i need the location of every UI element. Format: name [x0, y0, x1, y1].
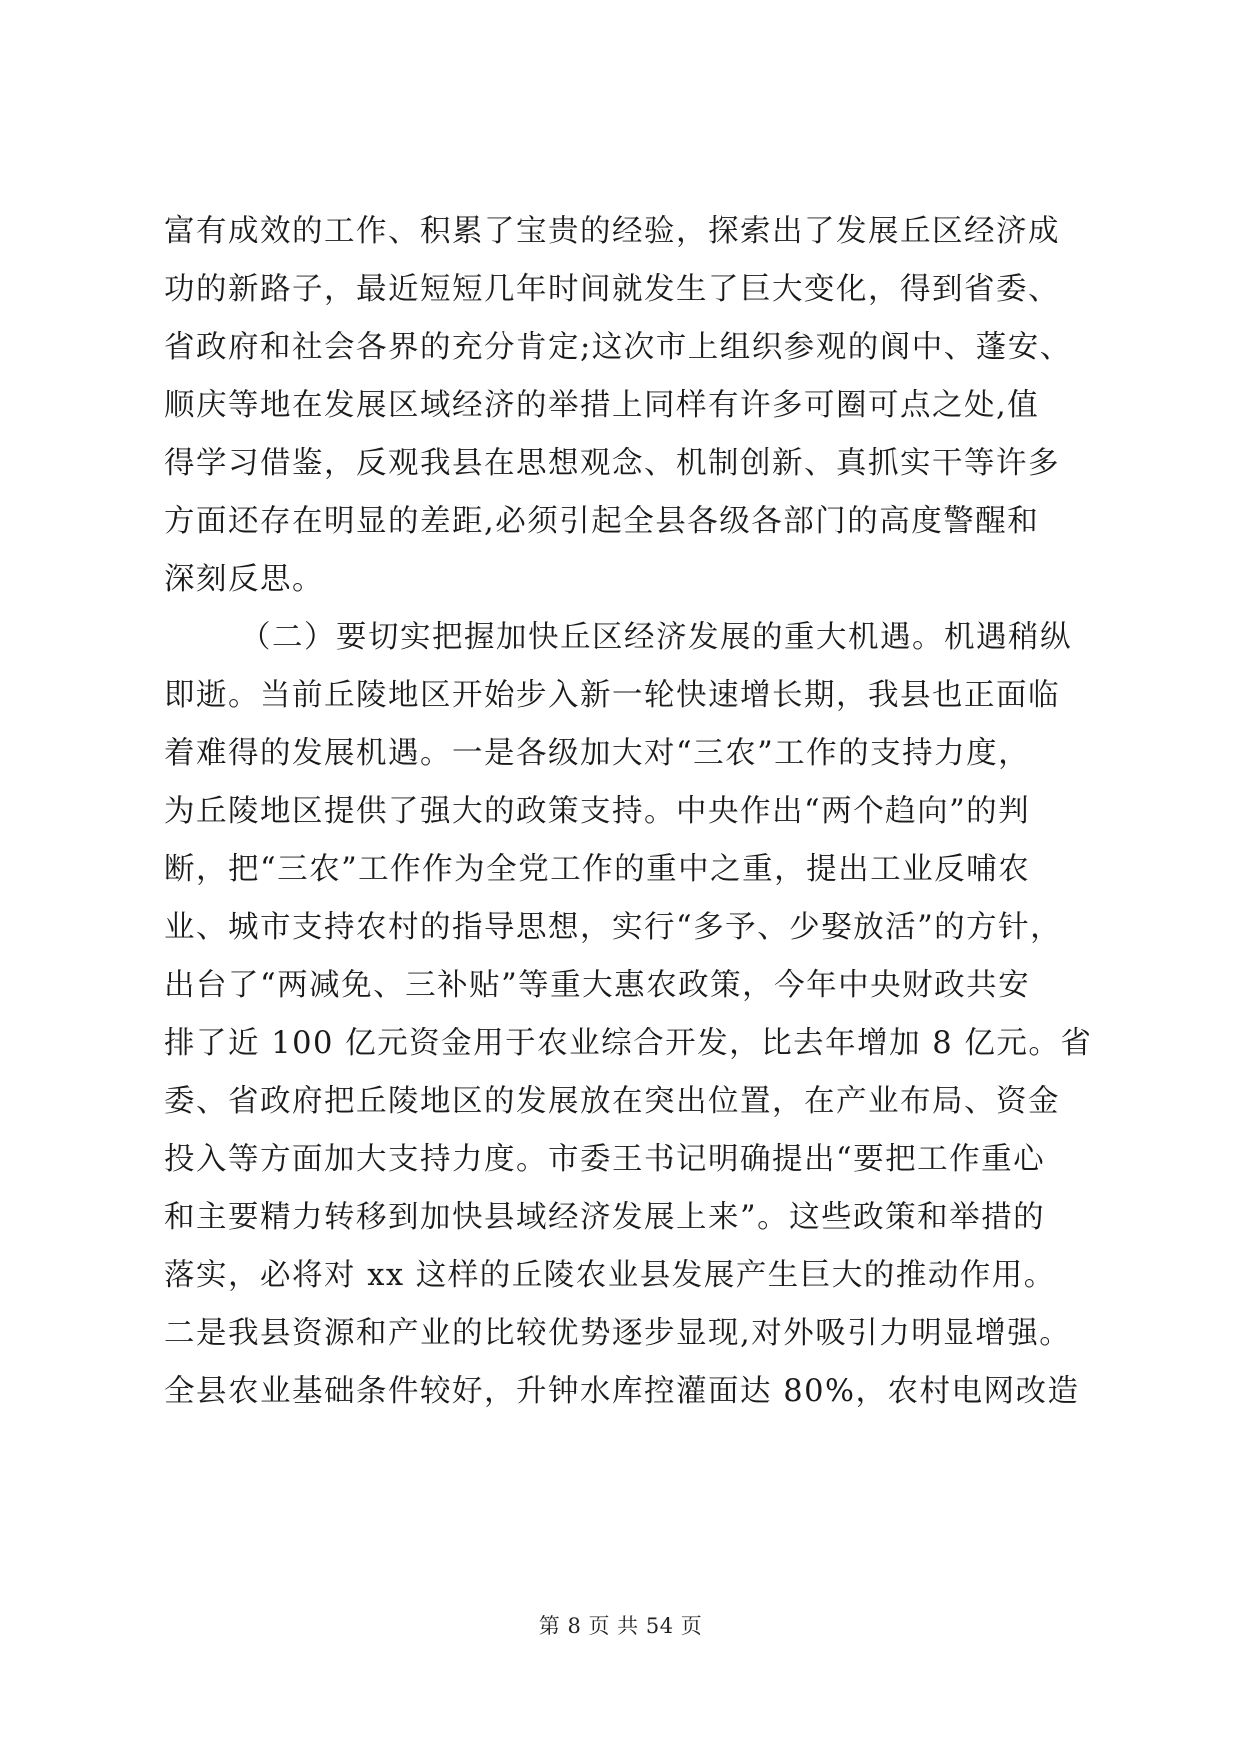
text-line: 为丘陵地区提供了强大的政策支持。中央作出“两个趋向”的判 — [164, 794, 1031, 829]
text-line: 断，把“三农”工作作为全党工作的重中之重，提出工业反哺农 — [164, 852, 1031, 887]
text-line: 功的新路子，最近短短几年时间就发生了巨大变化，得到省委、 — [164, 272, 1060, 307]
body-text — [164, 203, 1093, 1421]
text-line: 得学习借鉴，反观我县在思想观念、机制创新、真抓实干等许多 — [164, 446, 1060, 481]
text-line: 落实，必将对 xx 这样的丘陵农业县发展产生巨大的推动作用。 — [164, 1258, 1056, 1293]
text-line: 即逝。当前丘陵地区开始步入新一轮快速增长期，我县也正面临 — [164, 678, 1060, 713]
text-line: 全县农业基础条件较好，升钟水库控灌面达 80%，农村电网改造 — [164, 1374, 1080, 1409]
paragraph-start-line: （二）要切实把握加快丘区经济发展的重大机遇。机遇稍纵 — [240, 620, 1072, 655]
text-line: 富有成效的工作、积累了宝贵的经验，探索出了发展丘区经济成 — [164, 214, 1060, 249]
text-line: 省政府和社会各界的充分肯定;这次市上组织参观的阆中、蓬安、 — [164, 330, 1072, 365]
text-line: 排了近 100 亿元资金用于农业综合开发，比去年增加 8 亿元。省 — [164, 1026, 1093, 1061]
text-line: 方面还存在明显的差距,必须引起全县各级各部门的高度警醒和 — [164, 504, 1040, 539]
text-line: 出台了“两减免、三补贴”等重大惠农政策，今年中央财政共安 — [164, 968, 1031, 1003]
text-line: 和主要精力转移到加快县域经济发展上来”。这些政策和举措的 — [164, 1200, 1046, 1235]
text-line: 投入等方面加大支持力度。市委王书记明确提出“要把工作重心 — [164, 1142, 1046, 1177]
text-line: 委、省政府把丘陵地区的发展放在突出位置，在产业布局、资金 — [164, 1084, 1060, 1119]
text-line: 业、城市支持农村的指导思想，实行“多予、少娶放活”的方针， — [164, 910, 1063, 945]
text-line: 深刻反思。 — [164, 562, 324, 597]
text-line: 二是我县资源和产业的比较优势逐步显现,对外吸引力明显增强。 — [164, 1316, 1072, 1351]
text-line: 顺庆等地在发展区域经济的举措上同样有许多可圈可点之处,值 — [164, 388, 1040, 423]
page-number-footer: 第 8 页 共 54 页 — [538, 1614, 703, 1638]
text-line: 着难得的发展机遇。一是各级加大对“三农”工作的支持力度， — [164, 736, 1031, 771]
